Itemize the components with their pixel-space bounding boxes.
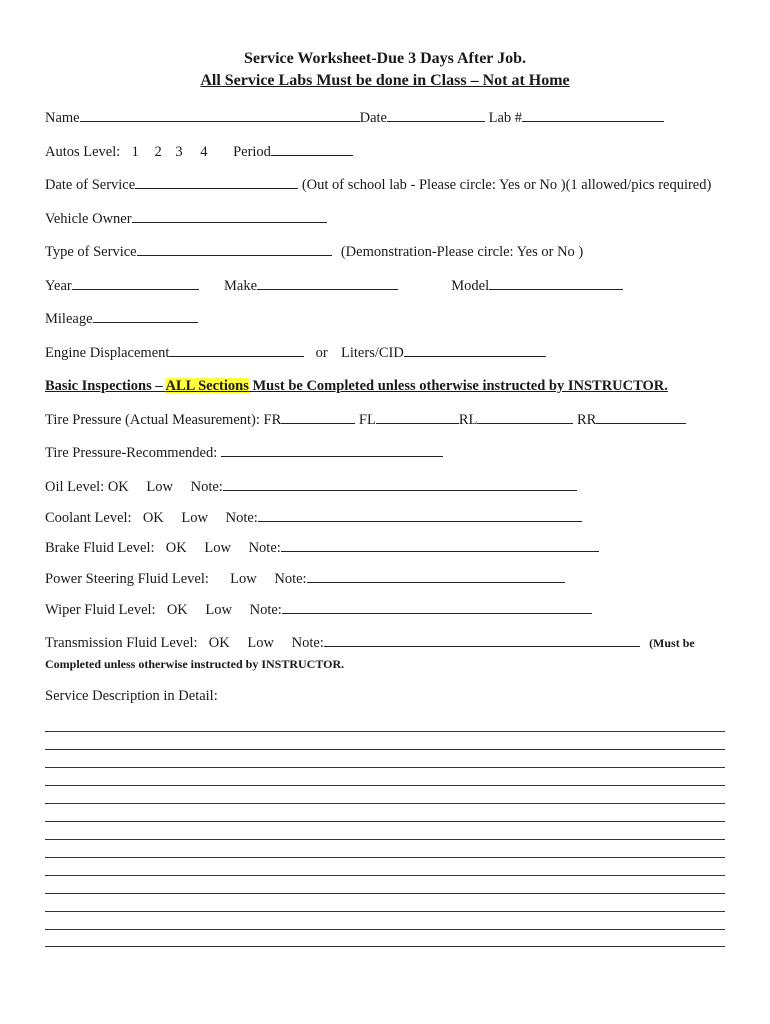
coolant-ok-option[interactable]: OK [142, 510, 164, 526]
vehicle-details-row [45, 276, 623, 295]
make-label: Make [223, 278, 257, 294]
description-line[interactable] [45, 875, 725, 876]
power-steering-note-field[interactable] [307, 569, 565, 583]
brake-fluid-label: Brake Fluid Level: [45, 540, 155, 556]
coolant-note-label: Note: [225, 510, 258, 526]
make-field[interactable] [257, 276, 398, 290]
power-steering-label: Power Steering Fluid Level: [45, 571, 209, 587]
oil-ok-option[interactable]: OK [107, 479, 129, 495]
transmission-note-field[interactable] [324, 633, 640, 647]
transmission-fluid-row [45, 633, 695, 652]
description-line[interactable] [45, 857, 725, 858]
level-option-3[interactable]: 3 [175, 144, 183, 160]
date-of-service-field[interactable] [135, 175, 298, 189]
basic-inspections-heading [45, 377, 668, 395]
completed-unless-note: Completed unless otherwise instructed by INSTRUCTOR. [45, 657, 345, 671]
date-field[interactable] [387, 108, 485, 122]
type-of-service-row [45, 242, 583, 261]
tire-rr-field[interactable] [596, 410, 686, 424]
transmission-fluid-label: Transmission Fluid Level: [45, 635, 198, 651]
type-of-service-field[interactable] [137, 242, 332, 256]
wiper-note-label: Note: [249, 602, 282, 618]
brake-fluid-row [45, 538, 599, 557]
model-label: Model [451, 278, 490, 294]
mileage-label: Mileage [45, 311, 93, 327]
description-line[interactable] [45, 749, 725, 750]
worksheet-title: Service Worksheet-Due 3 Days After Job. [243, 50, 527, 67]
description-line[interactable] [45, 731, 725, 732]
model-field[interactable] [489, 276, 623, 290]
description-line[interactable] [45, 767, 725, 768]
out-of-school-note: (Out of school lab - Please circle: Yes or No )(1 allowed/pics required) [301, 177, 712, 193]
vehicle-owner-label: Vehicle Owner [45, 211, 132, 227]
wiper-note-field[interactable] [282, 600, 592, 614]
description-line[interactable] [45, 946, 725, 947]
tire-fl-label: FL [358, 412, 376, 428]
tire-rl-field[interactable] [477, 410, 573, 424]
coolant-level-row [45, 508, 582, 527]
demonstration-note: (Demonstration-Please circle: Yes or No ) [340, 244, 584, 260]
vehicle-owner-row [45, 209, 327, 228]
mileage-row [45, 309, 198, 328]
tire-pressure-recommended-field[interactable] [221, 443, 443, 457]
autos-level-row [45, 142, 353, 161]
level-option-2[interactable]: 2 [154, 144, 162, 160]
wiper-low-option[interactable]: Low [205, 602, 232, 618]
name-row [45, 108, 664, 127]
name-field[interactable] [80, 108, 360, 122]
power-steering-low-option[interactable]: Low [230, 571, 257, 587]
engine-displacement-label: Engine Displacement [45, 345, 170, 361]
oil-note-label: Note: [190, 479, 223, 495]
tire-pressure-recommended-label: Tire Pressure-Recommended: [45, 445, 218, 461]
wiper-fluid-row [45, 600, 592, 619]
description-line[interactable] [45, 929, 725, 930]
engine-displacement-row [45, 343, 546, 362]
lab-label: Lab # [488, 110, 523, 126]
tire-fl-field[interactable] [376, 410, 459, 424]
wiper-ok-option[interactable]: OK [166, 602, 188, 618]
type-of-service-label: Type of Service [45, 244, 137, 260]
power-steering-row [45, 569, 565, 588]
wiper-fluid-label: Wiper Fluid Level: [45, 602, 156, 618]
level-option-1[interactable]: 1 [131, 144, 139, 160]
transmission-note-label: Note: [291, 635, 324, 651]
year-field[interactable] [72, 276, 199, 290]
oil-level-label: Oil Level: [45, 479, 105, 495]
worksheet-subtitle: All Service Labs Must be done in Class – Not at Home [200, 72, 570, 89]
transmission-low-option[interactable]: Low [247, 635, 274, 651]
description-line[interactable] [45, 839, 725, 840]
oil-low-option[interactable]: Low [146, 479, 173, 495]
power-steering-note-label: Note: [274, 571, 307, 587]
period-field[interactable] [271, 142, 353, 156]
tire-pressure-row [45, 410, 686, 429]
date-of-service-label: Date of Service [45, 177, 136, 193]
name-label: Name [45, 110, 80, 126]
liters-cid-field[interactable] [404, 343, 546, 357]
date-label: Date [359, 110, 387, 126]
tire-pressure-recommended-row [45, 443, 443, 462]
level-option-4[interactable]: 4 [200, 144, 208, 160]
oil-note-field[interactable] [223, 477, 577, 491]
date-of-service-row [45, 175, 711, 194]
description-line[interactable] [45, 803, 725, 804]
tire-rl-label: RL [458, 412, 478, 428]
brake-ok-option[interactable]: OK [165, 540, 187, 556]
or-label: or [315, 345, 328, 361]
oil-level-row [45, 477, 577, 496]
coolant-low-option[interactable]: Low [181, 510, 208, 526]
heading-suffix: Must be Completed unless otherwise instructed by INSTRUCTOR. [248, 378, 668, 394]
coolant-note-field[interactable] [258, 508, 582, 522]
tire-rr-label: RR [576, 412, 597, 428]
year-label: Year [45, 278, 72, 294]
mileage-field[interactable] [93, 309, 198, 323]
period-label: Period [233, 144, 271, 160]
description-line[interactable] [45, 821, 725, 822]
heading-prefix: Basic Inspections – [45, 378, 166, 394]
description-line[interactable] [45, 911, 725, 912]
service-description-label: Service Description in Detail: [45, 688, 218, 704]
description-line[interactable] [45, 893, 725, 894]
coolant-level-label: Coolant Level: [45, 510, 132, 526]
liters-cid-label: Liters/CID [341, 345, 404, 361]
description-line[interactable] [45, 785, 725, 786]
brake-note-field[interactable] [281, 538, 599, 552]
brake-note-label: Note: [248, 540, 281, 556]
autos-level-label: Autos Level: [45, 144, 121, 160]
tire-pressure-fr-label: Tire Pressure (Actual Measurement): FR [45, 412, 282, 428]
tire-fr-field[interactable] [281, 410, 355, 424]
lab-field[interactable] [522, 108, 664, 122]
vehicle-owner-field[interactable] [132, 209, 327, 223]
brake-low-option[interactable]: Low [204, 540, 231, 556]
heading-highlight: ALL Sections [165, 378, 249, 394]
transmission-ok-option[interactable]: OK [208, 635, 230, 651]
must-be-note: (Must be [649, 636, 695, 650]
engine-displacement-field[interactable] [169, 343, 304, 357]
